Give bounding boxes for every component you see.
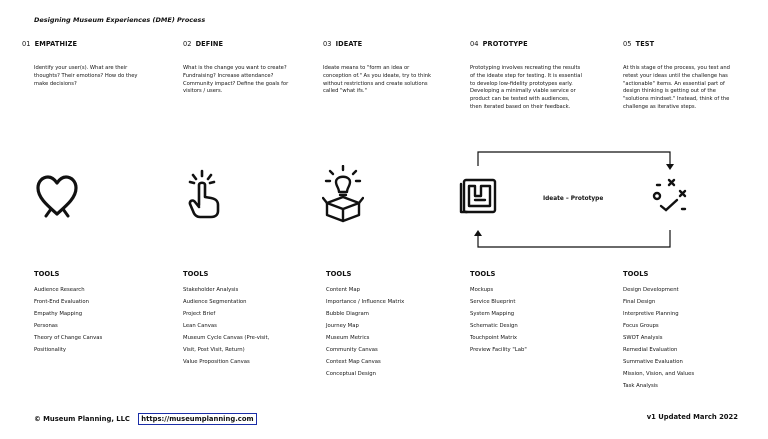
tool-item: SWOT Analysis xyxy=(623,335,663,341)
tools-column xyxy=(470,270,527,356)
tool-item: Design Development xyxy=(623,287,679,293)
tools-column xyxy=(183,270,269,368)
copyright-text: © Museum Planning, LLC xyxy=(34,415,130,423)
tool-item: Value Proposition Canvas xyxy=(183,359,250,365)
phase-heading xyxy=(22,40,77,48)
tool-item: Museum Cycle Canvas (Pre-visit, xyxy=(183,335,270,341)
tool-item: Stakeholder Analysis xyxy=(183,287,239,293)
tool-item: Task Analysis xyxy=(623,383,658,389)
tool-item: Schematic Design xyxy=(470,323,518,329)
tool-item: Preview Facility "Lab" xyxy=(470,347,527,353)
tool-item: Summative Evaluation xyxy=(623,359,683,365)
phase-ideate xyxy=(323,40,432,95)
tools-heading: TOOLS xyxy=(326,270,352,278)
tools-list xyxy=(326,284,404,380)
phase-prototype xyxy=(470,40,582,110)
tool-item: Touchpoint Matrix xyxy=(470,335,518,341)
phase-empathize xyxy=(22,40,138,87)
tool-item: Content Map xyxy=(326,287,360,293)
tool-item: Positionality xyxy=(34,347,67,353)
phase-name: DEFINE xyxy=(195,40,224,48)
tool-item: Remedial Evaluation xyxy=(623,347,678,353)
phase-heading xyxy=(323,40,362,48)
phase-description: At this stage of the process, you test and retest your ideas until the challenge has "actionable" items. An essential part of design thinking is getting out of the "solutions mindset." Instead, think of the challenge as iterative steps. xyxy=(623,65,730,110)
tools-list xyxy=(183,284,269,368)
heart-icon xyxy=(34,172,80,220)
tool-item: Project Brief xyxy=(183,311,216,317)
phase-number: 02 xyxy=(183,40,192,48)
tools-list xyxy=(470,284,527,356)
tool-item: Audience Research xyxy=(34,287,85,293)
tool-item: Front-End Evaluation xyxy=(34,299,90,305)
tool-item: Museum Metrics xyxy=(326,335,370,341)
tools-column xyxy=(623,270,694,392)
tool-item: Personas xyxy=(34,323,58,329)
tool-item: Importance / Influence Matrix xyxy=(326,299,405,305)
tool-item: Service Blueprint xyxy=(470,299,516,305)
footer-copyright-row xyxy=(34,413,257,425)
tool-item: Conceptual Design xyxy=(326,371,376,377)
phase-heading xyxy=(183,40,223,48)
tool-item: Context Map Canvas xyxy=(326,359,381,365)
phase-test xyxy=(623,40,730,110)
website-link[interactable]: https://museumplanning.com xyxy=(138,413,256,425)
tool-item: Journey Map xyxy=(326,323,359,329)
phase-number: 03 xyxy=(323,40,332,48)
phase-name: PROTOTYPE xyxy=(482,40,528,48)
tools-heading: TOOLS xyxy=(183,270,209,278)
tools-column xyxy=(34,270,102,356)
phase-description: Prototyping involves recreating the results of the ideate step for testing. It is essential to develop low-fidelity prototypes early. Developing a minimally viable service or product can be tested with audiences, then iterated based on their feedback. xyxy=(470,65,582,110)
tool-item: Mission, Vision, and Values xyxy=(623,371,695,377)
tool-item: Audience Segmentation xyxy=(183,299,247,305)
phase-name: EMPATHIZE xyxy=(34,40,78,48)
tools-heading: TOOLS xyxy=(470,270,496,278)
tools-list xyxy=(34,284,102,356)
tool-item: Focus Groups xyxy=(623,323,659,329)
tool-item: Community Canvas xyxy=(326,347,378,353)
tool-item: Theory of Change Canvas xyxy=(34,335,103,341)
tool-item: Bubble Diagram xyxy=(326,311,369,317)
tool-item: Interpretive Planning xyxy=(623,311,679,317)
tools-heading: TOOLS xyxy=(623,270,649,278)
page-title: Designing Museum Experiences (DME) Process xyxy=(34,16,206,24)
phase-name: IDEATE xyxy=(335,40,363,48)
phase-number: 05 xyxy=(623,40,632,48)
tool-item: Empathy Mapping xyxy=(34,311,83,317)
pointing-hand-icon xyxy=(184,167,226,223)
tool-item: Final Design xyxy=(623,299,656,305)
tool-item: Lean Canvas xyxy=(183,323,217,329)
phase-define xyxy=(183,40,289,95)
phase-description: Ideate means to "form an idea or conception of." As you ideate, try to think without restrictions and create solutions called "what ifs." xyxy=(323,65,432,95)
phase-name: TEST xyxy=(635,40,655,48)
loop-label: Ideate – Prototype xyxy=(543,196,604,202)
lightbulb-box-icon xyxy=(322,165,364,223)
tools-column xyxy=(326,270,404,380)
tool-item: Visit, Post Visit, Return) xyxy=(183,347,245,353)
version-text: v1 Updated March 2022 xyxy=(646,413,738,421)
tool-item: Mockups xyxy=(470,287,494,293)
phase-number: 04 xyxy=(470,40,479,48)
phase-description: What is the change you want to create? Fundraising? Increase attendance? Community impact? Define the goals for visitors / users. xyxy=(183,65,289,95)
phase-heading xyxy=(623,40,654,48)
tools-list xyxy=(623,284,694,392)
tools-heading: TOOLS xyxy=(34,270,60,278)
phase-number: 01 xyxy=(22,40,31,48)
phase-description: Identify your user(s). What are their thoughts? Their emotions? How do they make decisions? xyxy=(34,65,138,87)
tool-item: System Mapping xyxy=(470,311,515,317)
phase-heading xyxy=(470,40,528,48)
